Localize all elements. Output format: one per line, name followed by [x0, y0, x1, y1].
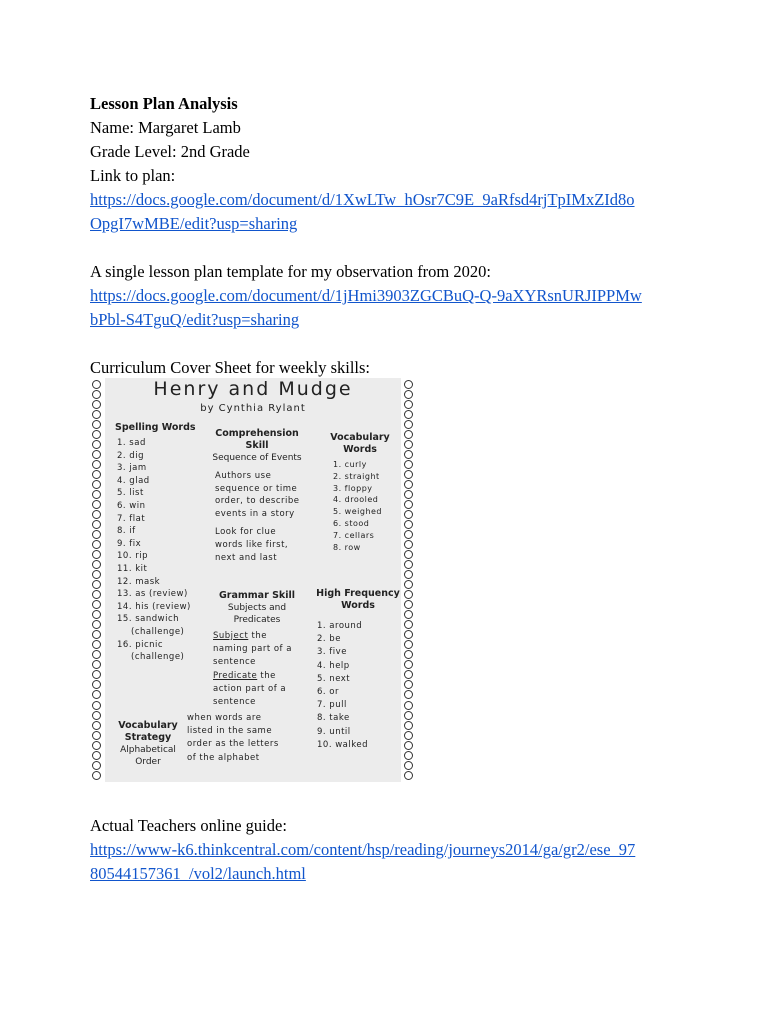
ring-icon	[92, 440, 101, 449]
strategy-subtitle: Alphabetical Order	[120, 745, 176, 767]
list-item: 3. floppy	[333, 483, 373, 493]
ring-icon	[92, 400, 101, 409]
subject-definition	[209, 630, 305, 670]
ring-icon	[404, 440, 413, 449]
ring-icon	[92, 530, 101, 539]
predicate-word: Predicate	[213, 670, 258, 681]
list-item: 1. curly	[333, 460, 367, 469]
list-item: 1. sad	[117, 438, 146, 448]
comprehension-section	[209, 428, 305, 564]
lesson-plan-link-line2[interactable]: OpgI7wMBE/edit?usp=sharing	[90, 214, 298, 233]
grammar-heading: Grammar Skill	[218, 590, 296, 601]
list-item: 7. cellars	[333, 530, 375, 540]
ring-icon	[92, 741, 101, 750]
list-item: 15. sandwich	[117, 614, 180, 625]
ring-icon	[92, 510, 101, 519]
ring-icon	[92, 690, 101, 699]
predicate-definition	[209, 670, 305, 710]
ring-icon	[404, 500, 413, 509]
ring-icon	[92, 640, 101, 649]
ring-icon	[92, 630, 101, 639]
ring-icon	[404, 771, 413, 780]
ring-icon	[92, 450, 101, 459]
grammar-subtitle: Subjects and Predicates	[227, 603, 287, 625]
ring-icon	[404, 540, 413, 549]
list-item: 2. dig	[117, 450, 144, 461]
high-frequency-heading: High Frequency Words	[316, 588, 400, 611]
story-title: Henry and Mudge	[153, 378, 353, 400]
ring-icon	[404, 570, 413, 579]
grade-level: Grade Level: 2nd Grade	[90, 142, 250, 161]
list-item: 13. as (review)	[117, 589, 188, 600]
ring-icon	[92, 761, 101, 770]
list-item: 3. five	[317, 647, 347, 658]
ring-icon	[404, 630, 413, 639]
teachers-guide-link-line1[interactable]: https://www-k6.thinkcentral.com/content/hsp/reading/journeys2014/ga/gr2/ese_97	[90, 840, 636, 859]
vocabulary-strategy-section	[115, 720, 181, 768]
ring-icon	[404, 721, 413, 730]
high-frequency-list	[313, 620, 403, 752]
list-item: 16. picnic	[117, 639, 164, 650]
ring-icon	[92, 390, 101, 399]
list-item: 6. or	[317, 687, 340, 698]
list-item: 12. mask	[117, 576, 161, 587]
ring-icon	[404, 741, 413, 750]
ring-icon	[404, 550, 413, 559]
list-item: 4. drooled	[333, 495, 379, 505]
ring-icon	[92, 460, 101, 469]
ring-icon	[92, 570, 101, 579]
ring-icon	[92, 430, 101, 439]
template-label: A single lesson plan template for my observation from 2020:	[90, 262, 491, 281]
comprehension-subtitle: Sequence of Events	[212, 453, 302, 463]
ring-icon	[404, 660, 413, 669]
ring-icon	[404, 680, 413, 689]
subject-word: Subject	[213, 631, 249, 641]
comprehension-text-2: Look for clue words like first, next and last	[215, 527, 289, 563]
ring-icon	[92, 650, 101, 659]
lesson-plan-link-line1[interactable]: https://docs.google.com/document/d/1XwLTw_hOsr7C9E_9aRfsd4rjTpIMxZId8o	[90, 190, 635, 209]
list-item: 14. his (review)	[117, 601, 191, 612]
ring-icon	[404, 430, 413, 439]
list-item: 1. around	[317, 621, 363, 631]
ring-icon	[404, 490, 413, 499]
ring-icon	[92, 751, 101, 760]
lesson-plan-link[interactable]	[90, 188, 690, 236]
ring-icon	[404, 480, 413, 489]
cover-sheet-label: Curriculum Cover Sheet for weekly skills:	[90, 358, 370, 377]
ring-icon	[404, 751, 413, 760]
ring-icon	[92, 680, 101, 689]
vocabulary-words-section	[321, 432, 399, 553]
list-item: 10. rip	[117, 551, 148, 562]
ring-icon	[92, 620, 101, 629]
ring-icon	[404, 420, 413, 429]
list-item: 7. flat	[117, 513, 146, 524]
ring-icon	[404, 520, 413, 529]
ring-icon	[92, 480, 101, 489]
ring-icon	[404, 590, 413, 599]
list-item: 5. list	[117, 488, 144, 499]
ring-icon	[92, 540, 101, 549]
ring-icon	[404, 761, 413, 770]
ring-icon	[404, 650, 413, 659]
ring-icon	[92, 380, 101, 389]
ring-icon	[404, 711, 413, 720]
ring-icon	[404, 380, 413, 389]
ring-icon	[92, 590, 101, 599]
curriculum-cover-sheet-image	[91, 378, 415, 782]
template-link[interactable]	[90, 284, 690, 332]
high-frequency-section	[313, 588, 403, 752]
ring-icon	[404, 510, 413, 519]
template-link-line1[interactable]: https://docs.google.com/document/d/1jHmi3903ZGCBuQ-Q-9aXYRsnURJIPPMw	[90, 286, 642, 305]
list-item: 7. pull	[317, 700, 347, 711]
list-item: 6. win	[117, 500, 146, 511]
list-item: 2. straight	[333, 471, 380, 481]
spelling-words-section	[115, 422, 205, 664]
ring-icon	[92, 520, 101, 529]
vocabulary-heading: Vocabulary Words	[330, 432, 390, 455]
grammar-section	[209, 590, 305, 709]
strategy-text: when words are listed in the same order as the letters of the alphabet	[187, 713, 279, 763]
ring-icon	[404, 410, 413, 419]
document-title: Lesson Plan Analysis	[90, 94, 238, 113]
ring-icon	[92, 670, 101, 679]
cover-sheet-page	[105, 378, 401, 782]
list-item: 4. help	[317, 660, 350, 671]
predicate-text: the action part of a sentence	[213, 670, 287, 708]
ring-icon	[92, 500, 101, 509]
ring-icon	[404, 390, 413, 399]
teachers-guide-label: Actual Teachers online guide:	[90, 816, 287, 835]
ring-icon	[92, 470, 101, 479]
ring-icon	[92, 580, 101, 589]
ring-icon	[92, 420, 101, 429]
spelling-heading: Spelling Words	[115, 422, 196, 433]
ring-icon	[92, 610, 101, 619]
list-item: 3. jam	[117, 463, 147, 474]
ring-icon	[92, 560, 101, 569]
ring-icon	[404, 610, 413, 619]
list-item: 8. row	[333, 542, 361, 552]
strategy-heading: Vocabulary Strategy	[118, 720, 178, 743]
ring-icon	[404, 580, 413, 589]
story-author: by Cynthia Rylant	[200, 403, 306, 414]
list-item: 9. until	[317, 726, 351, 737]
ring-icon	[404, 670, 413, 679]
list-item: 9. fix	[117, 538, 142, 549]
ring-icon	[404, 640, 413, 649]
ring-icon	[92, 410, 101, 419]
ring-icon	[404, 460, 413, 469]
list-item: 4. glad	[117, 475, 150, 486]
ring-icon	[404, 600, 413, 609]
ring-icon	[404, 731, 413, 740]
ring-icon	[404, 560, 413, 569]
list-item: (challenge)	[131, 626, 185, 637]
list-item: 10. walked	[317, 739, 368, 750]
ring-icon	[92, 771, 101, 780]
list-item: 5. weighed	[333, 507, 383, 517]
ring-icon	[92, 711, 101, 720]
list-item: 8. take	[317, 713, 350, 724]
ring-icon	[92, 660, 101, 669]
ring-icon	[92, 701, 101, 710]
ring-icon	[404, 530, 413, 539]
ring-icon	[404, 470, 413, 479]
template-link-line2[interactable]: bPbl-S4TguQ/edit?usp=sharing	[90, 310, 300, 329]
list-item: 6. stood	[333, 518, 370, 528]
ring-icon	[404, 450, 413, 459]
comprehension-text-1: Authors use sequence or time order, to describe events in a story	[215, 471, 300, 519]
ring-icon	[92, 600, 101, 609]
ring-icon	[92, 721, 101, 730]
ring-icon	[404, 620, 413, 629]
subject-text: the naming part of a sentence	[213, 631, 292, 668]
link-to-plan-label: Link to plan:	[90, 166, 176, 185]
list-item: 8. if	[117, 526, 136, 537]
teachers-guide-link[interactable]	[90, 838, 690, 886]
list-item: 5. next	[317, 673, 351, 684]
notebook-rings-right	[404, 380, 414, 780]
list-item: 2. be	[317, 634, 341, 645]
notebook-rings-left	[92, 380, 102, 780]
ring-icon	[92, 731, 101, 740]
ring-icon	[92, 550, 101, 559]
comprehension-heading: Comprehension Skill	[215, 428, 299, 451]
list-item: (challenge)	[131, 652, 185, 663]
list-item: 11. kit	[117, 563, 148, 574]
teachers-guide-link-line2[interactable]: 80544157361_/vol2/launch.html	[90, 864, 306, 883]
spelling-list	[115, 437, 205, 664]
ring-icon	[92, 490, 101, 499]
vocabulary-list	[321, 459, 399, 553]
ring-icon	[404, 701, 413, 710]
author-name: Name: Margaret Lamb	[90, 118, 241, 137]
ring-icon	[404, 400, 413, 409]
ring-icon	[404, 690, 413, 699]
